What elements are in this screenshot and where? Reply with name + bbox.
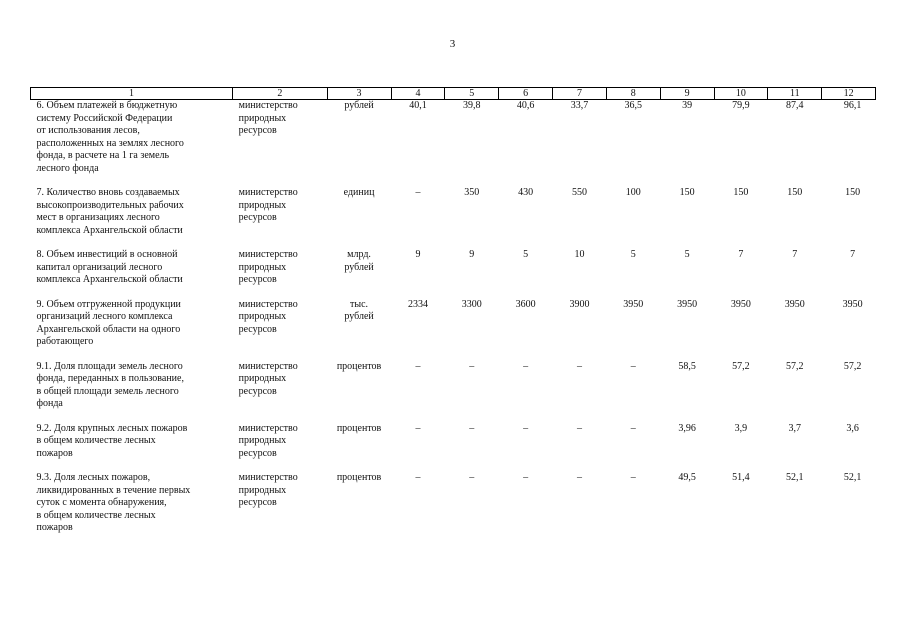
value-cell: 33,7 <box>570 100 589 111</box>
indicator-name-line: от использования лесов, <box>36 125 140 136</box>
unit-of-measure <box>327 100 391 188</box>
value-cell: – <box>415 187 421 198</box>
responsible-agency <box>233 423 327 473</box>
unit-of-measure-line: рублей <box>344 261 374 273</box>
indicator-name-line: 9.1. Доля площади земель лесного <box>36 360 183 372</box>
indicator-name-line: капитал организаций лесного <box>36 261 163 273</box>
responsible-agency <box>233 249 327 299</box>
value-cell: 3,7 <box>788 422 801 434</box>
value-cell: 10 <box>574 249 585 260</box>
indicator-name-line: высокопроизводительных рабочих <box>36 199 184 211</box>
value-cell: 39 <box>682 100 693 111</box>
indicator-name-line: лесного фонда <box>36 162 99 174</box>
column-header: 4 <box>391 88 445 100</box>
responsible-agency-line: министерство <box>238 472 298 483</box>
table-row <box>31 249 876 299</box>
unit-of-measure-line: млрд. <box>347 249 371 260</box>
value-cell: 40,1 <box>409 100 427 111</box>
responsible-agency-line: министерство <box>238 360 298 372</box>
value-cell: – <box>523 360 529 372</box>
value-cell: – <box>415 360 421 372</box>
value-cell: 52,1 <box>843 472 862 483</box>
indicator-name-line: Архангельской области на одного <box>36 323 181 335</box>
unit-of-measure <box>327 249 391 299</box>
responsible-agency-line: министерство <box>238 100 298 111</box>
indicator-name-line: пожаров <box>36 447 73 459</box>
table-row <box>31 472 876 547</box>
value-cell: 550 <box>571 187 587 198</box>
responsible-agency-line: природных <box>238 373 287 384</box>
value-cell: 3600 <box>515 298 536 310</box>
indicator-name-line: мест в организациях лесного <box>36 212 160 223</box>
responsible-agency <box>233 361 327 423</box>
value-cell: 36,5 <box>624 100 643 111</box>
column-header: 10 <box>714 88 768 100</box>
column-header: 12 <box>822 88 876 100</box>
unit-of-measure <box>327 472 391 547</box>
value-cell: 150 <box>679 187 695 198</box>
value-cell: 5 <box>523 249 529 260</box>
value-cell: 3950 <box>842 298 863 310</box>
value-cell: 350 <box>464 187 480 198</box>
indicator-name-line: 7. Количество вновь создаваемых <box>36 187 180 198</box>
responsible-agency <box>233 100 327 188</box>
unit-of-measure <box>327 299 391 361</box>
value-cell: 150 <box>733 187 749 198</box>
value-cell: 3,9 <box>734 422 748 434</box>
value-cell: 7 <box>850 249 856 260</box>
indicator-name <box>31 299 233 361</box>
indicator-name-line: суток с момента обнаружения, <box>36 497 167 508</box>
value-cell: 5 <box>630 249 636 260</box>
value-cell: 51,4 <box>732 472 750 483</box>
unit-of-measure-line: процентов <box>336 422 382 434</box>
value-cell: 57,2 <box>786 360 804 372</box>
responsible-agency-line: министерство <box>238 187 298 198</box>
indicator-name-line: комплекса Архангельской области <box>36 224 183 236</box>
value-cell: 2334 <box>407 298 428 310</box>
table-row <box>31 423 876 473</box>
indicator-name-line: систему Российской Федерации <box>36 112 173 124</box>
value-cell: 3900 <box>569 298 590 310</box>
value-cell: – <box>523 422 529 434</box>
value-cell: 3950 <box>677 298 698 310</box>
value-cell: 39,8 <box>463 100 481 111</box>
indicator-name-line: пожаров <box>36 522 73 533</box>
value-cell: 9 <box>415 249 421 260</box>
indicator-name-line: 8. Объем инвестиций в основной <box>36 249 178 260</box>
value-cell: 57,2 <box>843 360 862 372</box>
column-header: 8 <box>606 88 660 100</box>
value-cell: 3,6 <box>846 422 859 434</box>
responsible-agency-line: природных <box>238 261 287 273</box>
responsible-agency-line: министерство <box>238 422 298 434</box>
unit-of-measure-line: рублей <box>344 100 374 111</box>
indicator-name <box>31 100 233 188</box>
responsible-agency-line: ресурсов <box>238 125 277 136</box>
responsible-agency-line: ресурсов <box>238 274 277 285</box>
column-header: 11 <box>768 88 822 100</box>
indicator-name-line: ликвидированных в течение первых <box>36 484 191 496</box>
value-cell: 87,4 <box>786 100 804 111</box>
responsible-agency-line: ресурсов <box>238 447 277 459</box>
value-cell: 58,5 <box>678 360 696 372</box>
column-header: 7 <box>553 88 607 100</box>
value-cell: 3950 <box>623 298 644 310</box>
value-cell: 96,1 <box>843 100 862 111</box>
column-header: 5 <box>445 88 499 100</box>
value-cell: 100 <box>625 187 641 198</box>
indicator-name <box>31 361 233 423</box>
value-cell: – <box>630 472 636 483</box>
value-cell: 7 <box>738 249 744 260</box>
value-cell: – <box>469 360 475 372</box>
column-header: 2 <box>233 88 327 100</box>
indicator-name-line: работающего <box>36 336 94 347</box>
value-cell: – <box>415 472 421 483</box>
indicator-name-line: фонда, в расчете на 1 га земель <box>36 150 170 161</box>
responsible-agency-line: природных <box>238 484 287 496</box>
responsible-agency-line: природных <box>238 199 287 211</box>
responsible-agency-line: ресурсов <box>238 497 277 508</box>
value-cell: 40,6 <box>516 100 535 111</box>
responsible-agency <box>233 187 327 249</box>
indicator-name-line: 9.3. Доля лесных пожаров, <box>36 472 151 483</box>
indicator-name-line: фонда <box>36 398 63 409</box>
indicator-name <box>31 187 233 249</box>
value-cell: – <box>576 472 582 483</box>
value-cell: – <box>523 472 529 483</box>
indicator-name-line: 9. Объем отгруженной продукции <box>36 298 181 310</box>
column-header: 9 <box>660 88 714 100</box>
indicator-name-line: 6. Объем платежей в бюджетную <box>36 100 178 111</box>
responsible-agency-line: министерство <box>238 298 298 310</box>
indicators-table <box>30 87 876 547</box>
value-cell: 3950 <box>784 298 805 310</box>
unit-of-measure <box>327 361 391 423</box>
indicator-name-line: организаций лесного комплекса <box>36 311 173 322</box>
value-cell: 9 <box>469 249 475 260</box>
value-cell: 3,96 <box>678 422 696 434</box>
unit-of-measure-line: рублей <box>344 311 374 322</box>
value-cell: 79,9 <box>732 100 750 111</box>
value-cell: – <box>415 422 421 434</box>
column-header: 3 <box>327 88 391 100</box>
responsible-agency-line: ресурсов <box>238 385 277 397</box>
value-cell: – <box>576 360 582 372</box>
table-row <box>31 187 876 249</box>
value-cell: 57,2 <box>732 360 750 372</box>
responsible-agency-line: ресурсов <box>238 212 277 223</box>
unit-of-measure-line: единиц <box>343 187 375 198</box>
table-row <box>31 361 876 423</box>
value-cell: – <box>469 422 475 434</box>
page-number: 3 <box>449 38 456 50</box>
value-cell: 52,1 <box>786 472 804 483</box>
responsible-agency-line: природных <box>238 112 287 124</box>
value-cell: 3300 <box>461 298 482 310</box>
table-row <box>31 100 876 188</box>
responsible-agency-line: министерство <box>238 249 298 260</box>
value-cell: 5 <box>684 249 690 260</box>
indicator-name-line: 9.2. Доля крупных лесных пожаров <box>36 422 188 434</box>
value-cell: – <box>469 472 475 483</box>
value-cell: 150 <box>845 187 861 198</box>
unit-of-measure-line: тыс. <box>350 298 369 310</box>
column-header: 6 <box>499 88 553 100</box>
responsible-agency <box>233 472 327 547</box>
indicator-name-line: в общем количестве лесных <box>36 509 156 521</box>
value-cell: 150 <box>787 187 803 198</box>
indicator-name <box>31 423 233 473</box>
value-cell: – <box>630 360 636 372</box>
column-number-row <box>31 88 876 100</box>
indicator-name <box>31 249 233 299</box>
responsible-agency-line: природных <box>238 435 287 446</box>
indicator-name-line: фонда, переданных в пользование, <box>36 373 184 384</box>
indicator-name-line: комплекса Архангельской области <box>36 274 183 285</box>
value-cell: 49,5 <box>678 472 696 483</box>
unit-of-measure-line: процентов <box>336 360 382 372</box>
value-cell: 3950 <box>730 298 751 310</box>
unit-of-measure <box>327 423 391 473</box>
value-cell: – <box>576 422 582 434</box>
indicator-name-line: в общем количестве лесных <box>36 435 156 446</box>
indicator-name-line: в общей площади земель лесного <box>36 385 179 397</box>
responsible-agency-line: ресурсов <box>238 323 277 335</box>
column-header: 1 <box>31 88 233 100</box>
unit-of-measure <box>327 187 391 249</box>
table-body <box>31 100 876 547</box>
table-row <box>31 299 876 361</box>
indicator-name <box>31 472 233 547</box>
value-cell: – <box>630 422 636 434</box>
indicator-name-line: расположенных на землях лесного <box>36 137 184 149</box>
responsible-agency-line: природных <box>238 311 287 322</box>
value-cell: 430 <box>518 187 534 198</box>
responsible-agency <box>233 299 327 361</box>
value-cell: 7 <box>792 249 798 260</box>
unit-of-measure-line: процентов <box>336 472 382 483</box>
